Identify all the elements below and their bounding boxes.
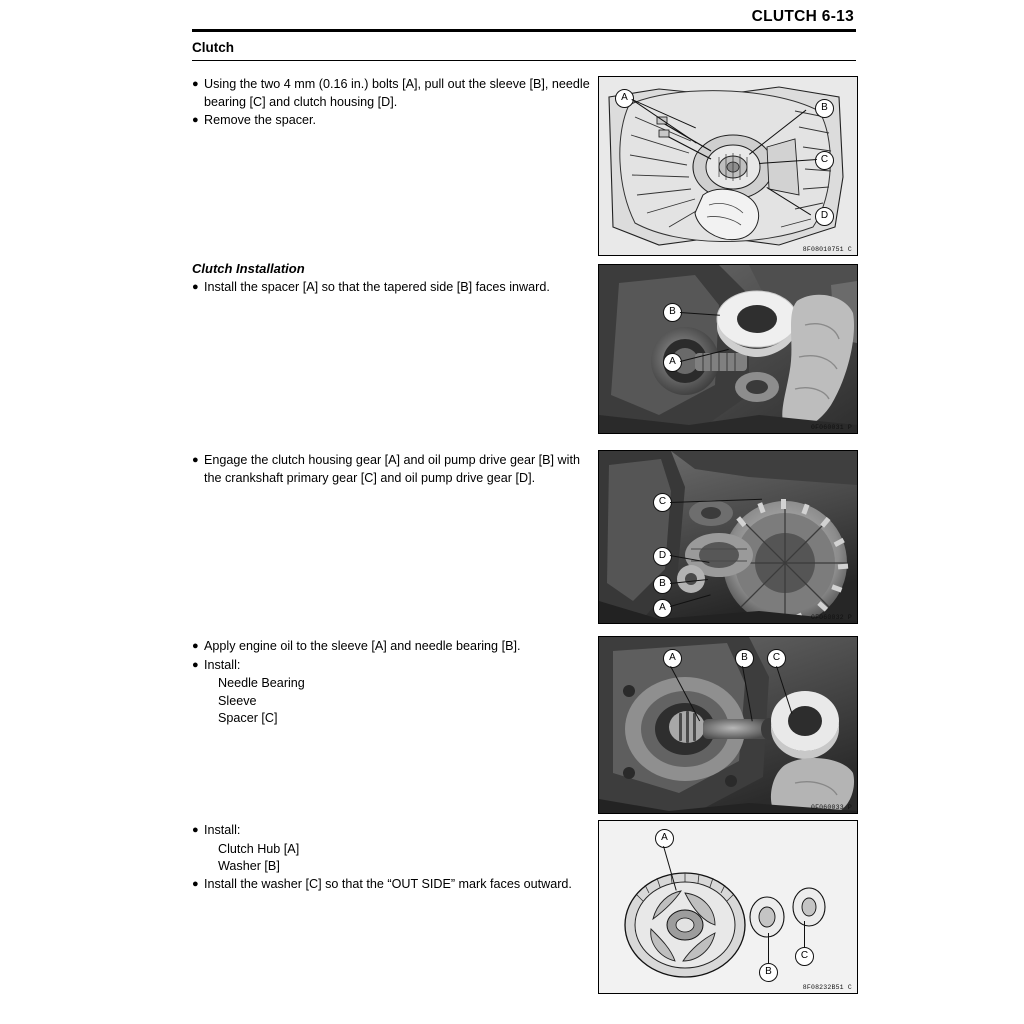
section-heading: Clutch xyxy=(192,40,234,55)
callout-b: B xyxy=(759,963,778,982)
text-block-installation xyxy=(192,261,592,298)
sub-list-item: Needle Bearing xyxy=(218,676,305,690)
figure-spacer-install xyxy=(598,264,858,434)
bullet-text: Apply engine oil to the sleeve [A] and needle bearing [B]. xyxy=(204,639,521,653)
bullet-text: Install: xyxy=(204,823,241,837)
callout-d: D xyxy=(653,547,672,566)
bullet-marker: ● xyxy=(192,78,199,90)
callout-c: C xyxy=(653,493,672,512)
bullet-item xyxy=(192,452,592,487)
figure-3-photo xyxy=(599,451,857,623)
leader-line xyxy=(768,933,769,963)
figure-5-drawing xyxy=(599,821,857,993)
callout-c: C xyxy=(795,947,814,966)
text-block-removal xyxy=(192,76,592,131)
sub-list xyxy=(192,675,592,728)
text-block-engage xyxy=(192,452,592,488)
figure-code: 8F08232B51 C xyxy=(802,984,852,991)
bullet-text: Install the washer [C] so that the “OUT SIDE” mark faces outward. xyxy=(204,876,572,891)
figure-clutch-removal xyxy=(598,76,858,256)
bullet-text: Install: xyxy=(204,657,241,672)
figure-code: 0F060031 P xyxy=(810,424,852,431)
bullet-marker: ● xyxy=(192,281,199,293)
callout-a: A xyxy=(655,829,674,848)
page-header xyxy=(192,8,856,32)
sub-list-item: Washer [B] xyxy=(218,859,280,873)
bullet-item xyxy=(192,657,592,675)
callout-b: B xyxy=(735,649,754,668)
bullet-item xyxy=(192,76,592,111)
figure-code: 8F08010751 C xyxy=(802,246,852,253)
bullet-marker: ● xyxy=(192,640,199,652)
bullet-marker: ● xyxy=(192,114,199,126)
callout-b: B xyxy=(653,575,672,594)
bullet-text: Engage the clutch housing gear [A] and oil pump drive gear [B] with the crankshaft primary gear [C] and oil pump drive gear [D]. xyxy=(204,453,580,485)
callout-b: B xyxy=(815,99,834,118)
bullet-item xyxy=(192,876,592,894)
bullet-item xyxy=(192,822,592,840)
text-block-hub xyxy=(192,822,592,894)
callout-c: C xyxy=(815,151,834,170)
callout-a: A xyxy=(663,353,682,372)
bullet-item xyxy=(192,638,592,656)
figure-code: 0F060032 P xyxy=(810,614,852,621)
text-block-oil xyxy=(192,638,592,728)
sub-list-item: Spacer [C] xyxy=(218,711,278,725)
bullet-item xyxy=(192,279,592,297)
callout-a: A xyxy=(653,599,672,618)
header-divider xyxy=(192,29,856,32)
figure-gear-engage xyxy=(598,450,858,624)
figure-4-photo xyxy=(599,637,857,813)
callout-b: B xyxy=(663,303,682,322)
leader-line xyxy=(804,921,805,947)
callout-a: A xyxy=(615,89,634,108)
bullet-marker: ● xyxy=(192,824,199,836)
bullet-marker: ● xyxy=(192,877,199,890)
callout-a: A xyxy=(663,649,682,668)
sub-list xyxy=(192,841,592,876)
bullet-marker: ● xyxy=(192,454,199,466)
figure-sleeve-bearing xyxy=(598,636,858,814)
figure-code: 0F060033 P xyxy=(810,804,852,811)
subsection-heading: Clutch Installation xyxy=(192,261,305,276)
bullet-item xyxy=(192,112,592,130)
page-title: CLUTCH 6-13 xyxy=(751,8,854,25)
sub-list-item: Sleeve xyxy=(218,693,257,708)
bullet-text: Using the two 4 mm (0.16 in.) bolts [A], pull out the sleeve [B], needle bearing [C] and clutch housing [D]. xyxy=(204,77,590,109)
callout-c: C xyxy=(767,649,786,668)
bullet-text: Install the spacer [A] so that the tapered side [B] faces inward. xyxy=(204,280,550,294)
callout-d: D xyxy=(815,207,834,226)
bullet-marker: ● xyxy=(192,658,199,671)
section-divider xyxy=(192,60,856,61)
bullet-text: Remove the spacer. xyxy=(204,113,317,127)
sub-list-item: Clutch Hub [A] xyxy=(218,841,300,856)
figure-clutch-hub xyxy=(598,820,858,994)
